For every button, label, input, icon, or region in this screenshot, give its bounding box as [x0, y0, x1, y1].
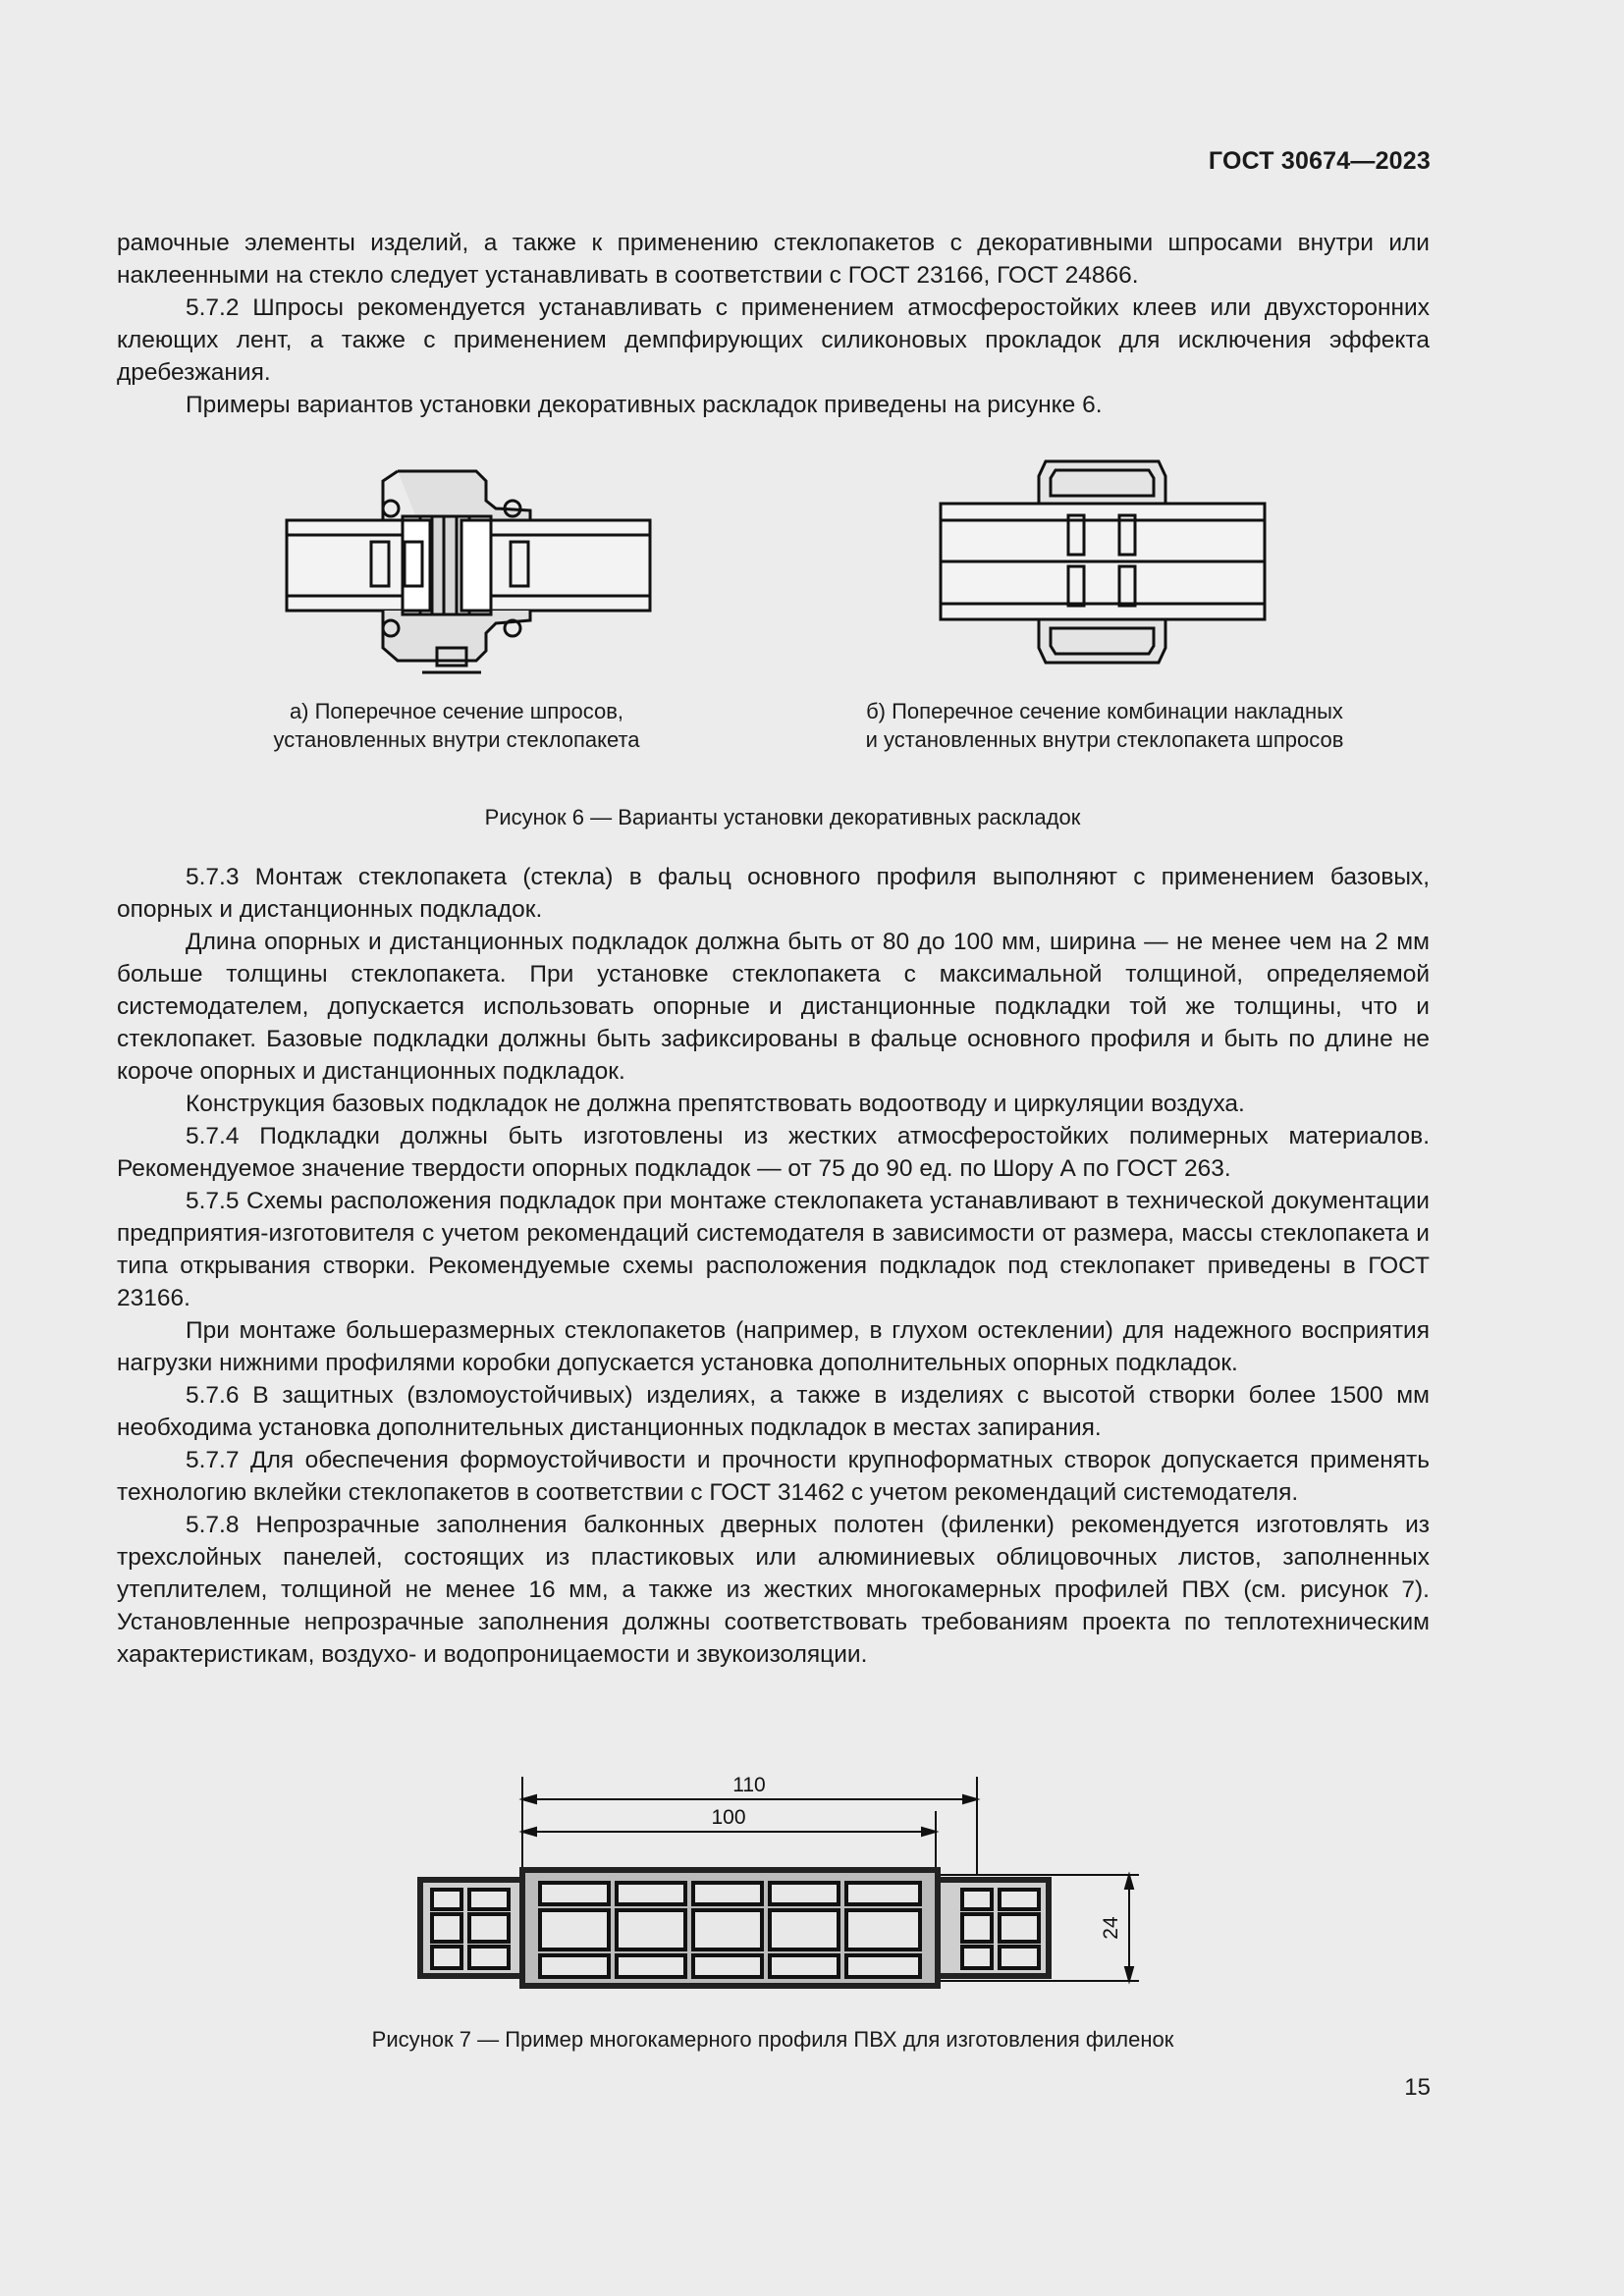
pvc-profile-drawing	[412, 1767, 1159, 1998]
dimension-24: 24	[1100, 1916, 1122, 1940]
paragraph: 5.7.6 В защитных (взломоустойчивых) изделиях, а также в изделиях с высотой створки более 1500 мм необходима установка дополнительных дистанционных подкладок в местах запирания.	[117, 1382, 1430, 1441]
page-number: 15	[1404, 2074, 1431, 2101]
figure-7-title: Рисунок 7 — Пример многокамерного профиля ПВХ для изготовления филенок	[371, 2027, 1174, 2052]
paragraph: 5.7.2 Шпросы рекомендуется устанавливать с применением атмосферостойких клеев или двухсторонних клеющих лент, а также с применением демпфирующих силиконовых прокладок для исключения эффекта дребезжания.	[117, 294, 1430, 386]
dimension-110: 110	[732, 1774, 766, 1796]
figure-7-drawing	[412, 1767, 1159, 1998]
paragraph: При монтаже большеразмерных стеклопакетов (например, в глухом остеклении) для надежного восприятия нагрузки нижними профилями коробки допускается установка дополнительных опорных подкладок.	[117, 1317, 1430, 1376]
figure-6b-caption: б) Поперечное сечение комбинации накладных и установленных внутри стеклопакета шпросов	[865, 699, 1344, 752]
figure-6a-drawing	[285, 461, 658, 682]
paragraph: Длина опорных и дистанционных подкладок должна быть от 80 до 100 мм, ширина — не менее чем на 2 мм больше толщины стеклопакета. При установке стеклопакета с максимальной толщиной, определяемой системодателем, допускается использовать опорные и дистанционные подкладки той же толщины, что и стеклопакет. Базовые подкладки должны быть зафиксированы в фальце основного профиля и быть по длине не короче опорных и дистанционных подкладок.	[117, 929, 1430, 1085]
paragraph: 5.7.8 Непрозрачные заполнения балконных дверных полотен (филенки) рекомендуется изготовлять из трехслойных панелей, состоящих из пластиковых или алюминиевых облицовочных листов, заполненных утеплителем, толщиной не менее 16 мм, а также из жестких многокамерных профилей ПВХ (см. рисунок 7). Установленные непрозрачные заполнения должны соответствовать требованиям проекта по теплотехническим характеристикам, воздухо- и водопроницаемости и звукоизоляции.	[117, 1512, 1430, 1668]
paragraph: Примеры вариантов установки декоративных раскладок приведены на рисунке 6.	[186, 392, 1103, 418]
muntin-cross-section-b	[938, 456, 1272, 667]
paragraph: 5.7.4 Подкладки должны быть изготовлены из жестких атмосферостойких полимерных материалов. Рекомендуемое значение твердости опорных подкладок — от 75 до 90 ед. по Шору А по ГОСТ 263.	[117, 1123, 1430, 1182]
document-header: ГОСТ 30674—2023	[1208, 147, 1431, 175]
text-block-2	[117, 861, 1430, 1671]
paragraph: 5.7.7 Для обеспечения формоустойчивости и прочности крупноформатных створок допускается применять технологию вклейки стеклопакетов в соответствии с ГОСТ 31462 с учетом рекомендаций системодателя.	[117, 1447, 1430, 1506]
figure-6b-drawing	[938, 456, 1272, 667]
paragraph: Конструкция базовых подкладок не должна препятствовать водоотводу и циркуляции воздуха.	[186, 1091, 1245, 1117]
paragraph: 5.7.5 Схемы расположения подкладок при монтаже стеклопакета устанавливают в технической документации предприятия-изготовителя с учетом рекомендаций системодателя в зависимости от размера, массы стеклопакета и типа открывания створки. Рекомендуемые схемы расположения подкладок под стеклопакет приведены в ГОСТ 23166.	[117, 1188, 1430, 1311]
dimension-100: 100	[711, 1806, 746, 1829]
paragraph: 5.7.3 Монтаж стеклопакета (стекла) в фальц основного профиля выполняют с применением базовых, опорных и дистанционных подкладок.	[117, 864, 1430, 923]
muntin-cross-section-a	[285, 461, 658, 682]
figure-6-title: Рисунок 6 — Варианты установки декоративных раскладок	[484, 805, 1081, 829]
paragraph: рамочные элементы изделий, а также к применению стеклопакетов с декоративными шпросами внутри или наклеенными на стекло следует устанавливать в соответствии с ГОСТ 23166, ГОСТ 24866.	[117, 230, 1430, 289]
text-block-1	[117, 227, 1430, 421]
figure-6a-caption: а) Поперечное сечение шпросов, установленных внутри стеклопакета	[273, 699, 640, 752]
